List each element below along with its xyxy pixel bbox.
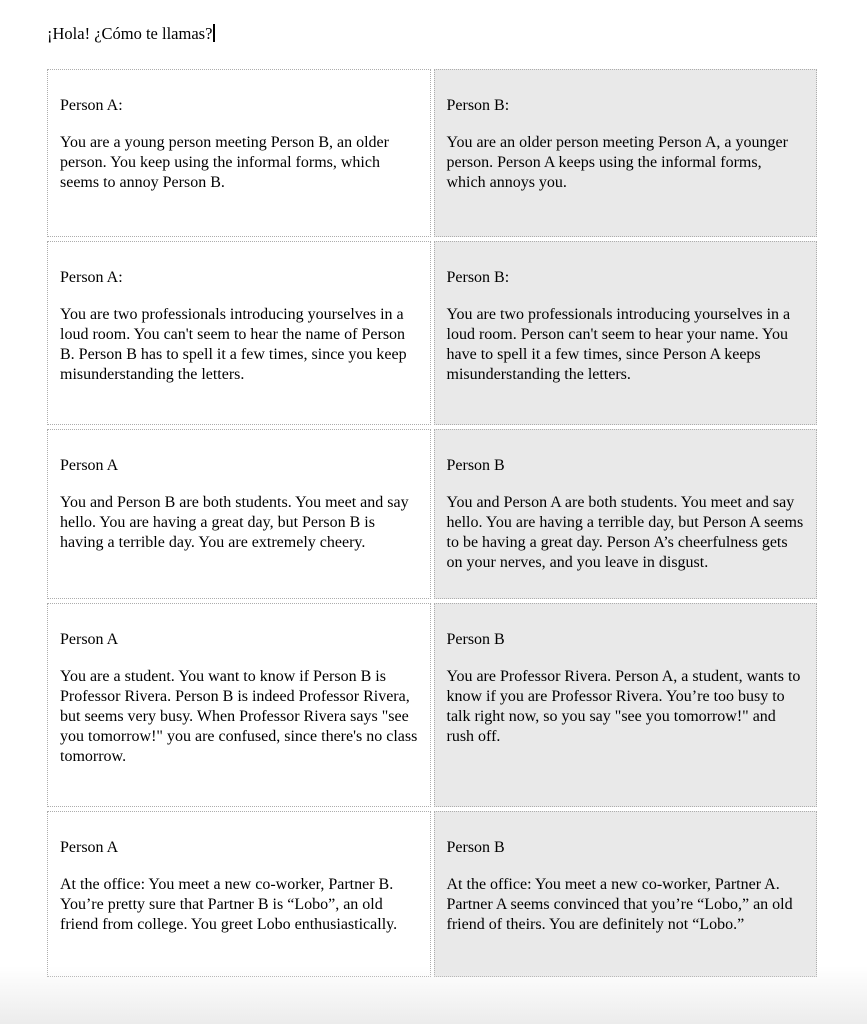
person-a-cell[interactable] <box>47 69 431 237</box>
cell-header: Person A <box>60 457 119 474</box>
cell-header: Person A: <box>60 269 123 286</box>
cell-body: At the office: You meet a new co-worker, Partner B. You’re pretty sure that Partner B is “Lobo”, an old friend from college. You greet Lobo enthusiastically. <box>60 876 398 933</box>
cell-header: Person B: <box>446 97 510 114</box>
cell-body: You are an older person meeting Person A, a younger person. Person A keeps using the informal forms, which annoys you. <box>446 134 788 191</box>
table-row <box>47 241 817 425</box>
document-title[interactable] <box>47 24 820 44</box>
cell-header: Person B <box>446 839 505 856</box>
cell-body: You are a young person meeting Person B, an older person. You keep using the informal forms, which seems to annoy Person B. <box>60 134 389 191</box>
cell-body: You and Person A are both students. You meet and say hello. You are having a terrible day, but Person A seems to be having a great day. Person A’s cheerfulness gets on your nerves, and you leave in disgust. <box>446 494 804 571</box>
cell-header: Person A <box>60 631 119 648</box>
person-a-cell[interactable] <box>47 429 431 599</box>
cell-body: You are two professionals introducing yourselves in a loud room. You can't seem to hear the name of Person B. Person B has to spell it a few times, since you keep misunderstanding the letters. <box>60 306 407 383</box>
person-b-cell[interactable] <box>434 429 818 599</box>
document-title-text: ¡Hola! ¿Cómo te llamas? <box>47 24 213 43</box>
cell-header: Person A <box>60 839 119 856</box>
person-b-cell[interactable] <box>434 811 818 977</box>
table-row <box>47 429 817 599</box>
person-b-cell[interactable] <box>434 69 818 237</box>
table-row <box>47 811 817 977</box>
cell-header: Person A: <box>60 97 123 114</box>
person-a-cell[interactable] <box>47 241 431 425</box>
person-a-cell[interactable] <box>47 811 431 977</box>
person-b-cell[interactable] <box>434 603 818 807</box>
text-cursor <box>213 24 215 42</box>
cell-body: You are Professor Rivera. Person A, a student, wants to know if you are Professor Rivera. You’re too busy to talk right now, so you say "see you tomorrow!" and rush off. <box>446 668 801 745</box>
scenario-table <box>44 65 820 981</box>
person-b-cell[interactable] <box>434 241 818 425</box>
cell-body: You and Person B are both students. You meet and say hello. You are having a great day, but Person B is having a terrible day. You are extremely cheery. <box>60 494 409 551</box>
cell-body: At the office: You meet a new co-worker, Partner A. Partner A seems convinced that you’re “Lobo,” an old friend of theirs. You are definitely not “Lobo.” <box>446 876 793 933</box>
cell-body: You are a student. You want to know if Person B is Professor Rivera. Person B is indeed Professor Rivera, but seems very busy. When Professor Rivera says "see you tomorrow!" you are confused, since there's no class tomorrow. <box>60 668 418 765</box>
cell-body: You are two professionals introducing yourselves in a loud room. Person can't seem to hear your name. You have to spell it a few times, since Person A keeps misunderstanding the letters. <box>446 306 791 383</box>
table-row <box>47 69 817 237</box>
cell-header: Person B <box>446 457 505 474</box>
cell-header: Person B: <box>446 269 510 286</box>
person-a-cell[interactable] <box>47 603 431 807</box>
cell-header: Person B <box>446 631 505 648</box>
table-row <box>47 603 817 807</box>
